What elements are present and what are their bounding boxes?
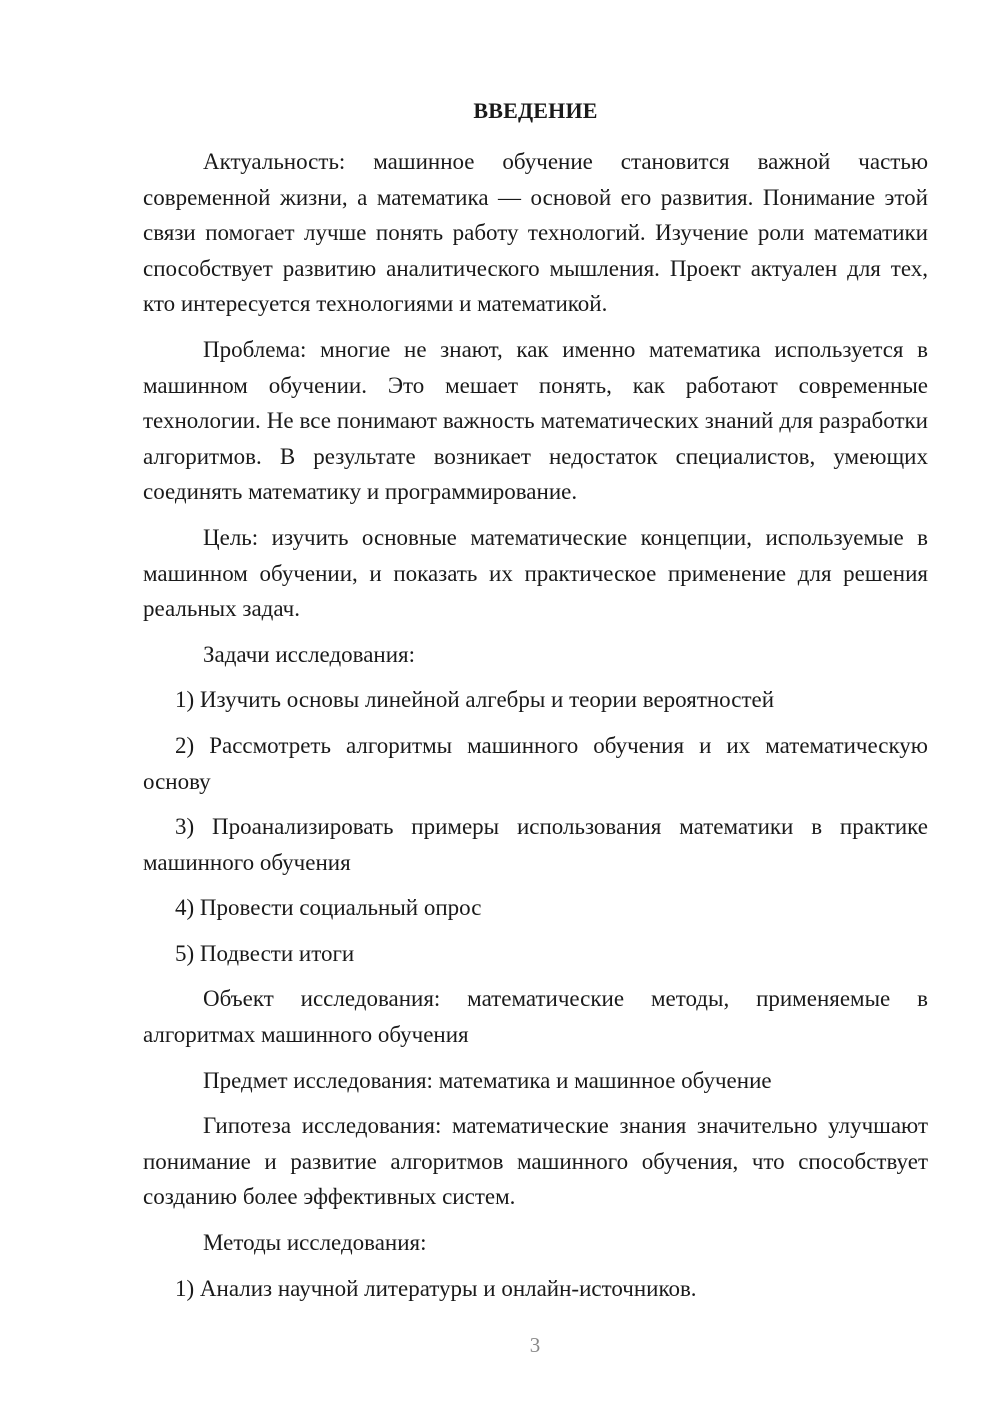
- task-item: 2) Рассмотреть алгоритмы машинного обучения и их математическую основу: [143, 732, 928, 794]
- research-subject-paragraph: Предмет исследования: математика и машинное обучение: [203, 1067, 772, 1093]
- task-item: 5) Подвести итоги: [175, 940, 355, 966]
- methods-heading: Методы исследования:: [203, 1230, 427, 1256]
- page-number: 3: [529, 1333, 541, 1357]
- goal-paragraph: Цель: изучить основные математические концепции, используемые в машинном обучении, и показать их практическое применение для решения реальных задач.: [143, 524, 928, 622]
- research-object-paragraph: Объект исследования: математические методы, применяемые в алгоритмах машинного обучения: [143, 986, 928, 1048]
- hypothesis-paragraph: Гипотеза исследования: математические знания значительно улучшают понимание и развитие алгоритмов машинного обучения, что способствует созданию более эффективных систем.: [143, 1113, 928, 1210]
- task-item: 3) Проанализировать примеры использования математики в практике машинного обучения: [143, 814, 928, 875]
- problem-paragraph: Проблема: многие не знают, как именно математика используется в машинном обучении. Это мешает понять, как работают современные технологии. Не все понимают важность математических знаний для разработки алгоритмов. В результате возникает недостаток специалистов, умеющих соединять математику и программирование.: [143, 336, 928, 505]
- section-title: ВВЕДЕНИЕ: [473, 98, 598, 123]
- page-content: [143, 96, 928, 1306]
- task-item: 1) Изучить основы линейной алгебры и теории вероятностей: [175, 687, 775, 713]
- relevance-paragraph: Актуальность: машинное обучение становится важной частью современной жизни, а математика — основой его развития. Понимание этой связи помогает лучше понять работу технологий. Изучение роли математики способствует развитию аналитического мышления. Проект актуален для тех, кто интересуется технологиями и математикой.: [143, 149, 928, 317]
- tasks-heading: Задачи исследования:: [203, 641, 416, 667]
- method-item: 1) Анализ научной литературы и онлайн-источников.: [175, 1275, 697, 1301]
- task-item: 4) Провести социальный опрос: [175, 895, 482, 921]
